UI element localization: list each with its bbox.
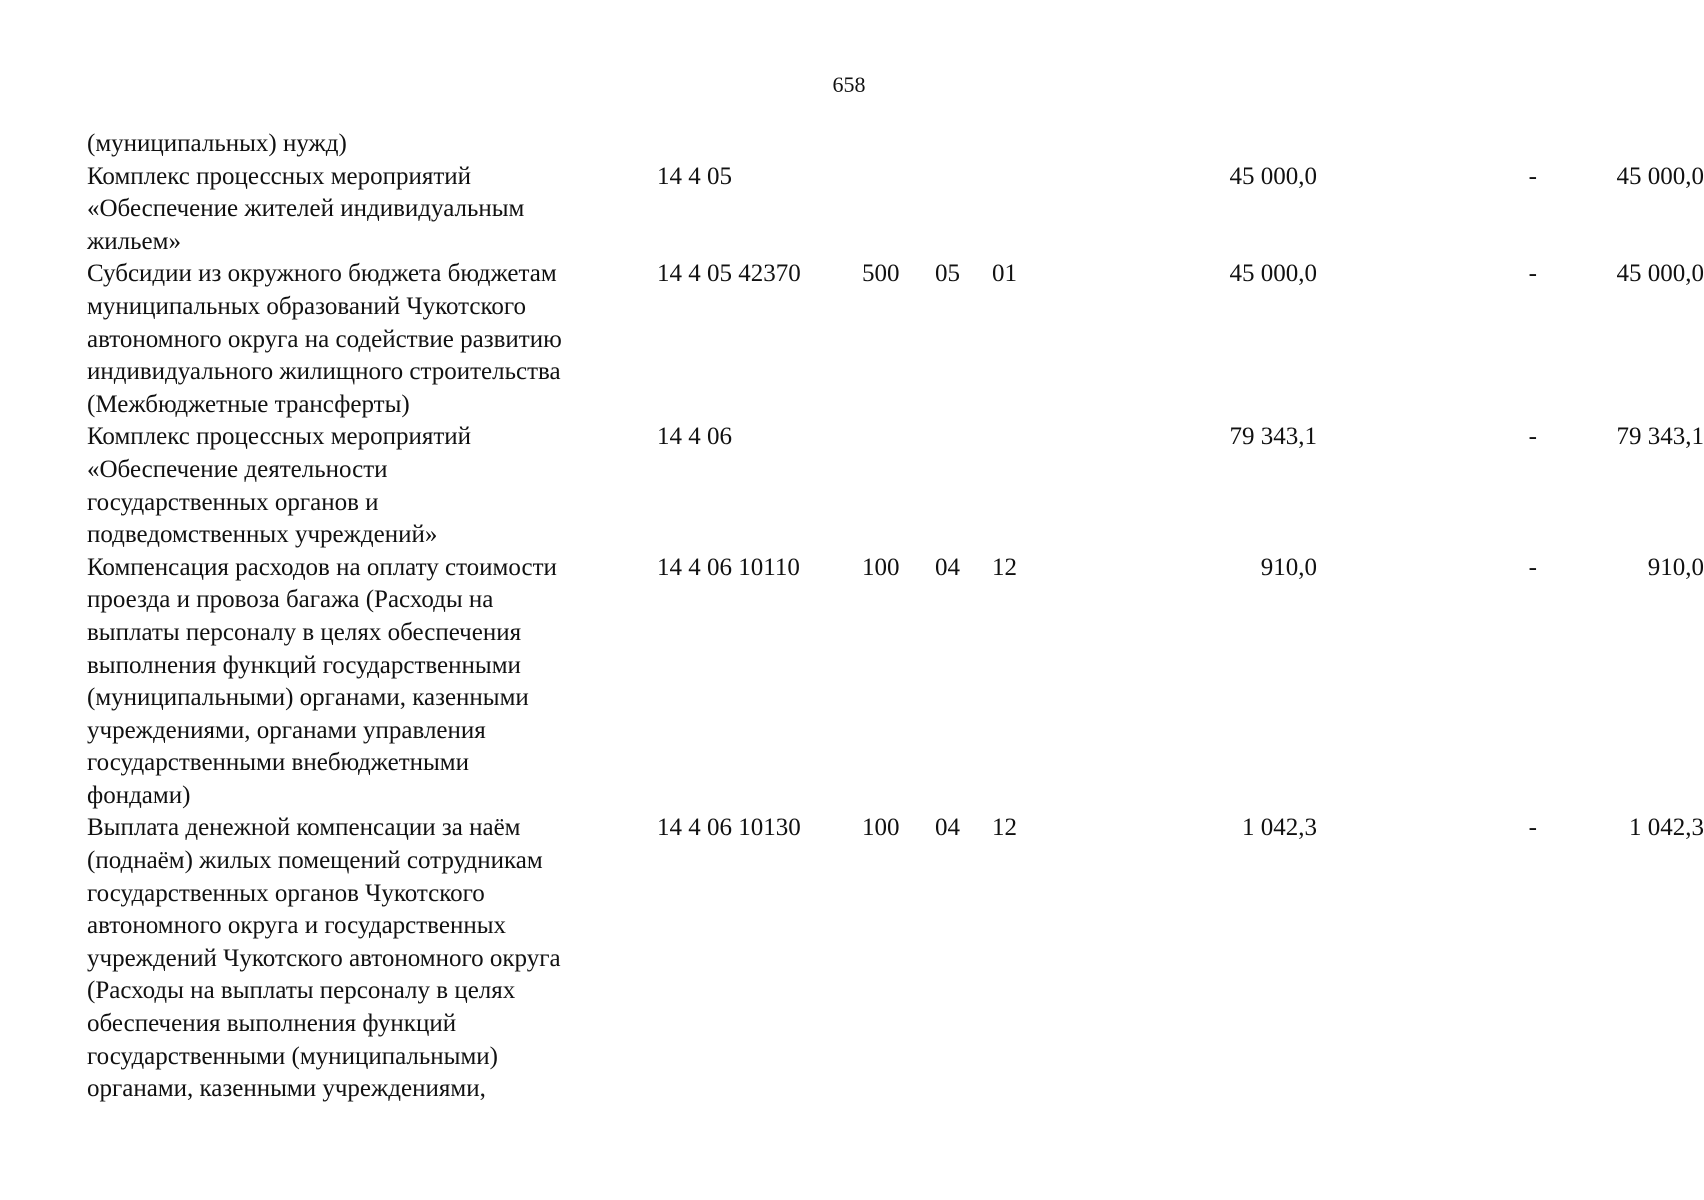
expense-name-line: органами, казенными учреждениями, bbox=[87, 1075, 486, 1103]
subsection-code: 01 bbox=[992, 260, 1017, 288]
expense-name-line: Комплекс процессных мероприятий bbox=[87, 162, 472, 190]
change-cell: - bbox=[1528, 423, 1537, 451]
expense-name bbox=[87, 128, 647, 161]
amount-cell: 79 343,1 bbox=[1229, 423, 1317, 451]
expense-name-line: государственными внебюджетными bbox=[87, 749, 470, 777]
expense-name-line: муниципальных образований Чукотского bbox=[87, 292, 526, 320]
expense-name bbox=[87, 161, 647, 259]
amount-cell: 910,0 bbox=[1260, 553, 1317, 581]
expense-name-line: (муниципальными) органами, казенными bbox=[87, 684, 529, 712]
table-row bbox=[87, 812, 1704, 1105]
expense-name-line: подведомственных учреждений» bbox=[87, 521, 438, 549]
total-amount-cell: 79 343,1 bbox=[1616, 423, 1704, 451]
expense-name-line: Комплекс процессных мероприятий bbox=[87, 423, 472, 451]
expense-name-line: государственных органов и bbox=[87, 488, 379, 516]
expense-name bbox=[87, 258, 647, 421]
change-cell: - bbox=[1528, 553, 1537, 581]
amount-cell: 1 042,3 bbox=[1242, 814, 1317, 842]
total-amount-cell: 1 042,3 bbox=[1629, 814, 1704, 842]
section-code: 04 bbox=[935, 553, 960, 581]
expense-name-line: выплаты персоналу в целях обеспечения bbox=[87, 618, 522, 646]
expense-name-line: выполнения функций государственными bbox=[87, 651, 521, 679]
expense-name-line: государственных органов Чукотского bbox=[87, 879, 485, 907]
expense-name bbox=[87, 552, 647, 813]
amount-cell: 45 000,0 bbox=[1229, 260, 1317, 288]
total-amount-cell: 910,0 bbox=[1647, 553, 1704, 581]
expense-name bbox=[87, 421, 647, 551]
target-article-code: 14 4 06 10130 bbox=[657, 814, 801, 842]
target-article-code: 14 4 06 10110 bbox=[657, 553, 800, 581]
expense-name-line: (Межбюджетные трансферты) bbox=[87, 390, 410, 418]
expense-name-line: проезда и провоза багажа (Расходы на bbox=[87, 586, 494, 614]
change-cell: - bbox=[1528, 162, 1537, 190]
change-cell: - bbox=[1528, 814, 1537, 842]
expense-name-line: Выплата денежной компенсации за наём bbox=[87, 814, 521, 842]
table-row bbox=[87, 161, 1704, 259]
expense-name-line: (муниципальных) нужд) bbox=[87, 130, 347, 157]
target-article-code: 14 4 06 bbox=[657, 423, 732, 451]
amount-cell: 45 000,0 bbox=[1229, 162, 1317, 190]
expense-name-line: автономного округа на содействие развитию bbox=[87, 325, 562, 353]
expense-name-line: «Обеспечение деятельности bbox=[87, 455, 388, 483]
expense-name-line: государственными (муниципальными) bbox=[87, 1042, 498, 1070]
total-amount-cell: 45 000,0 bbox=[1616, 260, 1704, 288]
budget-table bbox=[87, 128, 1704, 1106]
table-row bbox=[87, 258, 1704, 421]
target-article-code: 14 4 05 42370 bbox=[657, 260, 801, 288]
subsection-code: 12 bbox=[992, 553, 1017, 581]
target-article-code: 14 4 05 bbox=[657, 162, 732, 190]
table-row bbox=[87, 421, 1704, 551]
expense-type-code: 100 bbox=[862, 553, 900, 581]
expense-name-line: обеспечения выполнения функций bbox=[87, 1010, 457, 1038]
table-row bbox=[87, 552, 1704, 813]
expense-name-line: Субсидии из окружного бюджета бюджетам bbox=[87, 260, 557, 288]
expense-name bbox=[87, 812, 647, 1105]
expense-name-line: учреждениями, органами управления bbox=[87, 716, 486, 744]
expense-name-line: жильем» bbox=[87, 227, 181, 255]
expense-name-line: индивидуального жилищного строительства bbox=[87, 358, 561, 386]
total-amount-cell: 45 000,0 bbox=[1616, 162, 1704, 190]
expense-name-line: (поднаём) жилых помещений сотрудникам bbox=[87, 847, 543, 875]
expense-name-line: Компенсация расходов на оплату стоимости bbox=[87, 553, 557, 581]
page-number: 658 bbox=[832, 72, 866, 97]
change-cell: - bbox=[1528, 260, 1537, 288]
expense-type-code: 500 bbox=[862, 260, 900, 288]
expense-name-line: «Обеспечение жителей индивидуальным bbox=[87, 195, 525, 223]
expense-type-code: 100 bbox=[862, 814, 900, 842]
expense-name-line: (Расходы на выплаты персоналу в целях bbox=[87, 977, 516, 1005]
expense-name-line: автономного округа и государственных bbox=[87, 912, 506, 940]
section-code: 05 bbox=[935, 260, 960, 288]
expense-name-line: учреждений Чукотского автономного округа bbox=[87, 944, 561, 972]
section-code: 04 bbox=[935, 814, 960, 842]
expense-name-line: фондами) bbox=[87, 781, 191, 809]
subsection-code: 12 bbox=[992, 814, 1017, 842]
table-row bbox=[87, 128, 1627, 161]
